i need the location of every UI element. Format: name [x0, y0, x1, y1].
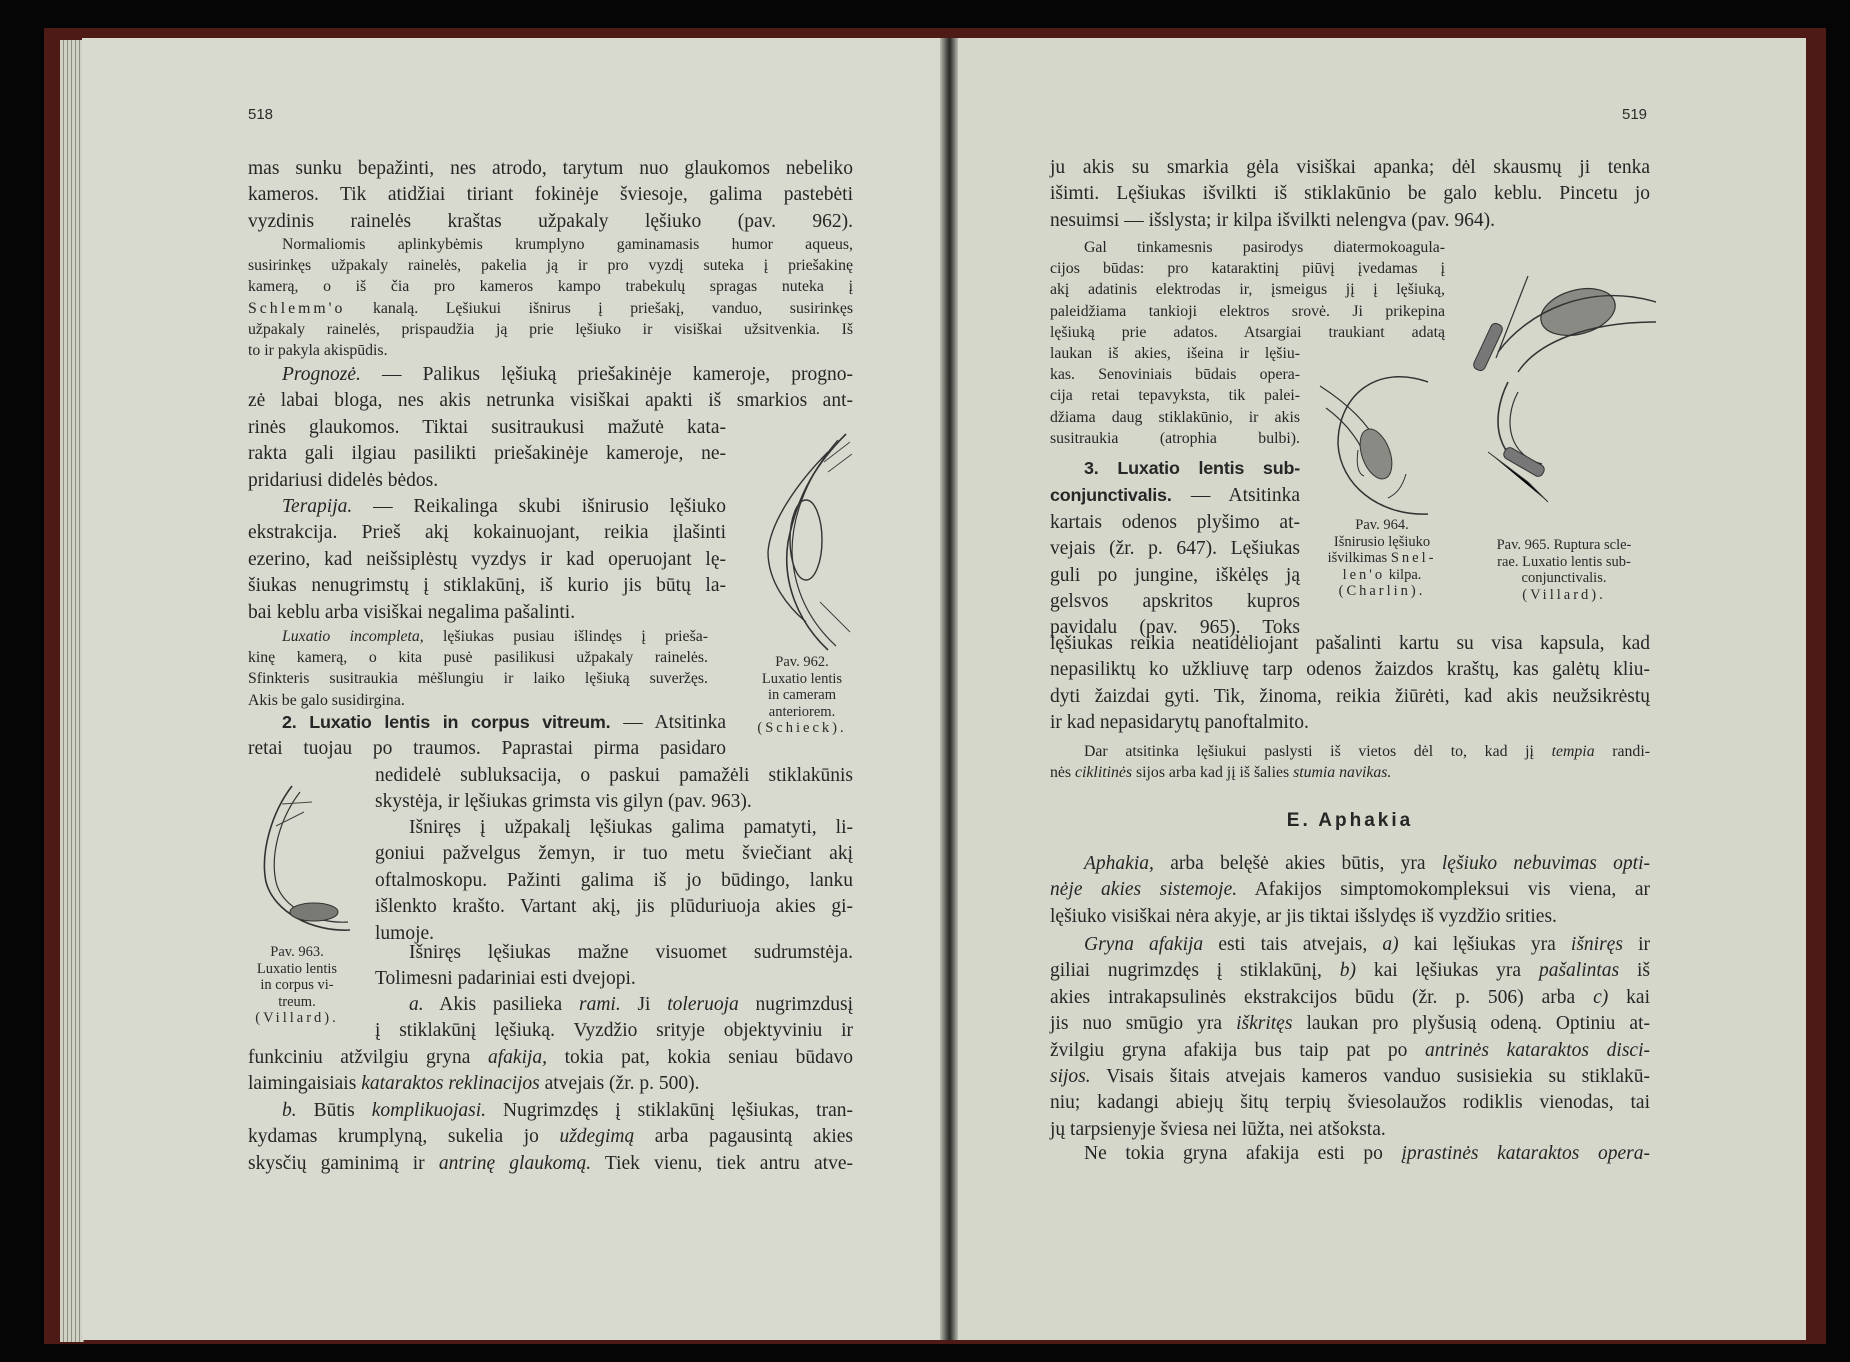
text-line — [1050, 455, 1300, 482]
caption-line: Luxatio lentis — [761, 670, 843, 687]
text-line — [1318, 534, 1446, 551]
text-span: Pav. 964. — [1355, 517, 1409, 533]
text-line: ezerino, kad neišsiplėstų vyzdys ir kad operuojant lę- — [248, 548, 726, 570]
figure-962-eye-illustration — [758, 432, 854, 652]
text-line — [248, 626, 708, 647]
page-stack-left — [60, 40, 84, 1342]
italic-text: a) — [1382, 934, 1399, 955]
text-line: Tolimesni padariniai esti dvejopi. — [375, 968, 636, 990]
text-span: kai lęšiukas yra — [1398, 934, 1571, 955]
text-line: išlenkto krašto. Vartant akį, jis plūduriuoja akies gi- — [375, 896, 853, 918]
text-line — [248, 1151, 853, 1177]
italic-text: uždegimą — [559, 1126, 635, 1148]
text-span: laukan pro plyšusią odeną. Optiniu at- — [1292, 1013, 1651, 1035]
italic-text: stumia navikas. — [1293, 764, 1392, 782]
figure-963-caption — [247, 944, 347, 1027]
text-span: atvejais (žr. p. 500). — [539, 1073, 700, 1095]
italic-text: antrinę glaukomą. — [438, 1152, 592, 1174]
text-span: kilpa. — [1385, 566, 1422, 583]
text-line: bai keblu arba visiškai negalima pašalinti. — [248, 601, 576, 623]
text-line — [1318, 517, 1446, 534]
text-line — [1050, 932, 1650, 958]
text-span: kai — [1608, 986, 1650, 1008]
text-line: lęšiukas reikia neatidėliojant pašalinti kartu su visa kapsula, kad — [1050, 633, 1650, 654]
book-spine — [940, 38, 958, 1340]
text-line: laukan iš akies, išeina ir lęšiu- — [1050, 345, 1300, 362]
text-line: susirinkęs užpakaly rainelės, pakelia ją ir pro vyzdį suteka į priešakinę — [248, 257, 853, 275]
text-line: kameros. Tik atidžiai tiriant fokinėje šviesoje, galima pastebėti — [248, 184, 853, 206]
text-line — [1050, 1141, 1650, 1167]
text-line: dyti žaizdai gyti. Tik, žinoma, reikia žiūrėti, kad akis neužsikrėstų — [1050, 685, 1650, 707]
text-span: tokia pat, kokia seniau būdavo — [547, 1047, 853, 1068]
figure-965-caption — [1466, 537, 1662, 603]
text-line — [1318, 583, 1446, 600]
text-line — [248, 1045, 853, 1071]
text-line: niu; kadangi abiejų šitų terpių šviesolaužos rodiklis vienodas, tai — [1050, 1092, 1650, 1114]
italic-text: pašalintas — [1538, 960, 1620, 982]
text-span: akies intrakapsulinės ekstrakcijos būdu (žr. p. 506) arba — [1050, 986, 1594, 1008]
text-line: užpakaly rainelės, prispaudžia ją prie lęšiuko ir visiškai užsitvenkia. Iš — [248, 320, 853, 338]
italic-text: ciklitinės — [1075, 764, 1133, 782]
text-line: ekstrakcija. Prieš akį kokainuojant, reikia įlašinti — [248, 522, 726, 544]
text-span: Ne tokia gryna afakija esti po — [1084, 1143, 1402, 1164]
text-line — [1466, 587, 1662, 604]
paragraph — [1050, 1141, 1650, 1167]
text-span: Ji — [620, 994, 668, 1015]
text-line — [248, 1098, 853, 1124]
paragraph-prognoze-cont — [248, 415, 726, 494]
paragraph-prognoze — [248, 362, 853, 415]
text-span: Nugrimzdęs į stiklakūnį lęšiukas, tran- — [486, 1100, 853, 1121]
paragraph — [1050, 155, 1650, 234]
text-span: sijos arba kad jį iš šalies — [1132, 764, 1294, 782]
text-line — [248, 494, 726, 520]
text-span: iš — [1619, 960, 1650, 982]
text-span: žvilgiu gryna afakija bus taip pat po — [1050, 1039, 1426, 1061]
text-line: vejais (žr. p. 647). Lęšiukas — [1050, 538, 1300, 560]
text-span: Visais šitais atvejais kameros vanduo susisiekia su stiklakū- — [1090, 1066, 1650, 1088]
text-line: akį adatinis elektrodas ir, įsmeigus jį į lęšiuką, — [1050, 281, 1445, 299]
text-line — [248, 709, 726, 736]
text-span: giliai nugrimzdęs į stiklakūnį, — [1050, 960, 1340, 982]
text-span: Būtis — [296, 1100, 372, 1121]
text-line — [1466, 570, 1662, 587]
text-line: ir kad nepasidarytų panoftalmito. — [1050, 712, 1309, 734]
italic-text: išniręs — [1570, 934, 1623, 955]
text-line — [248, 362, 853, 388]
text-line: kartais odenos plyšimo at- — [1050, 511, 1300, 533]
text-line: skystėja, ir lęšiukas grimsta vis gilyn (pav. 963). — [375, 791, 752, 813]
text-line: gelsvos apskritos kupros — [1050, 591, 1300, 613]
figure-965-eye-illustration — [1468, 272, 1658, 504]
text-line: rinės glaukomos. Tiktai susitraukusi mažutė kata- — [248, 417, 726, 438]
text-span: Akis pasilieka — [423, 994, 579, 1015]
text-line: Išniręs į užpakalį lęšiukas galima pamatyti, li- — [409, 817, 853, 838]
small-paragraph — [1050, 741, 1650, 783]
text-span: ir — [1622, 934, 1651, 955]
text-span: randi- — [1594, 743, 1650, 760]
paragraph-terapija — [248, 494, 726, 626]
italic-text: antrinės kataraktos disci- — [1425, 1039, 1650, 1061]
italic-text: Prognozė. — [282, 364, 361, 385]
text-line: lumoje. — [375, 922, 435, 944]
italic-text: iškritęs — [1236, 1013, 1293, 1035]
text-line: šiukas nenugrimstų į stiklakūnį, iš kurio jis būtų la- — [248, 575, 726, 597]
paragraph-a-cont — [248, 1045, 853, 1098]
text-span: kydamas krumplyną, sukelia jo — [248, 1126, 560, 1148]
text-span: esti tais atvejais, — [1203, 934, 1383, 955]
text-span: Snel- — [1390, 550, 1437, 566]
text-line: Sfinkteris susitraukia mėšlungiu ir laiko lęšiuką suveržęs. — [248, 670, 708, 688]
text-line: į stiklakūnį lęšiuką. Vyzdžio srityje objektyviniu ir — [375, 1020, 853, 1042]
text-span: Dar atsitinka lęšiukui paslysti iš vietos dėl to, kad jį — [1084, 743, 1552, 760]
section-heading-aphakia: E. Aphakia — [1286, 810, 1414, 831]
paragraph — [375, 763, 853, 816]
section-heading-luxatio-subconjunctivalis — [1050, 455, 1300, 642]
text-line — [1050, 762, 1650, 783]
italic-text: nėje akies sistemoje. — [1050, 879, 1238, 901]
italic-text: toleruoja — [667, 994, 739, 1015]
text-line — [248, 1071, 853, 1097]
paragraph-a — [375, 992, 853, 1045]
text-span: Schlemm'o — [248, 299, 346, 317]
caption-line: treum. — [278, 993, 316, 1010]
text-line: pridariusi didelės bėdos. — [248, 469, 439, 491]
text-span: lęšiukas pusiau išlindęs į prieša- — [423, 628, 708, 645]
italic-text: b) — [1339, 960, 1356, 982]
text-span: išvilkimas — [1327, 550, 1391, 566]
text-span: rae. Luxatio lentis sub- — [1497, 553, 1631, 570]
text-line: vyzdinis rainelės kraštas užpakaly lęšiuko (pav. 962). — [248, 210, 853, 232]
caption-line: Luxatio lentis — [256, 960, 338, 977]
section-heading-luxatio-corpus-vitreum — [248, 709, 726, 763]
small-paragraph-luxatio-incompleta — [248, 626, 708, 711]
text-line: džiama daug stiklakūnio, ir akis — [1050, 408, 1300, 426]
text-line: Akis be galo susidirgina. — [248, 691, 405, 709]
italic-text: kataraktos reklinacijos — [361, 1073, 540, 1095]
text-line: pavidalu (pav. 965). Toks — [1050, 617, 1300, 639]
figure-964-caption — [1318, 517, 1446, 600]
text-line — [1050, 877, 1650, 903]
text-span: conjunctivalis. — [1521, 570, 1607, 586]
page-number-right: 519 — [1622, 106, 1648, 123]
text-line: nesuimsi — išslysta; ir kilpa išvilkti nelengva (pav. 964). — [1050, 209, 1496, 231]
paragraph — [248, 156, 853, 235]
text-line — [1318, 567, 1446, 584]
caption-line: (Schieck). — [757, 720, 847, 736]
text-span: kanalą. Lęšiukui išnirus į priešakį, vanduo, susirinkęs — [345, 299, 853, 317]
text-line: cijos būdas: pro kataraktinį piūvį įvedamas į — [1050, 260, 1445, 278]
text-span: Išnirusio lęšiuko — [1333, 533, 1431, 550]
caption-line: in cameram — [767, 687, 837, 703]
text-line: retai tuojau po traumos. Paprastai pirma pasidaro — [248, 738, 726, 760]
text-span: Afakijos simptomokompleksui vis viena, ar — [1237, 879, 1650, 901]
text-line: jų tarpsienyje šviesa nei lūžta, nei atšoksta. — [1050, 1118, 1386, 1140]
text-line: susitraukia (atrophia bulbi). — [1050, 429, 1300, 447]
text-line: Gal tinkamesnis pasirodys diatermokoagula- — [1084, 239, 1445, 256]
page-number-left: 518 — [248, 106, 274, 123]
paragraph — [375, 815, 853, 947]
text-line — [1050, 1064, 1650, 1090]
text-line: išimti. Lęšiukas išvilkti iš stiklakūnio be galo keblu. Pincetu jo — [1050, 183, 1650, 205]
bold-heading-text: 3. Luxatio lentis sub- — [1084, 458, 1300, 478]
text-line: lęšiuką prie adatos. Atsargiai traukiant adatą — [1050, 323, 1445, 341]
text-line — [1050, 482, 1300, 509]
text-line: lęšiuko visiškai nėra akyje, ar jis tiktai išslydęs iš vyzdžio srities. — [1050, 905, 1557, 927]
text-line: guli po jungine, iškėlęs ją — [1050, 564, 1300, 586]
text-line: Normaliomis aplinkybėmis krumplyno gaminamasis humor aqueus, — [282, 236, 853, 253]
text-span: — Atsitinka — [610, 712, 726, 733]
text-span: funkciniu atžvilgiu gryna — [248, 1047, 488, 1068]
text-span: arba pagausintą akies — [634, 1126, 853, 1148]
text-line: kinę kamerą, o kita pusė pasilikusi užpakaly rainelės. — [248, 649, 708, 667]
paragraph-gryna-afakija — [1050, 932, 1650, 1143]
text-span: arba belęšė akies būtis, yra — [1153, 853, 1442, 874]
text-line: to ir pakyla akispūdis. — [248, 342, 388, 360]
caption-line: anteriorem. — [768, 703, 836, 720]
text-line: mas sunku bepažinti, nes atrodo, tarytum nuo glaukomos nebeliko — [248, 158, 853, 179]
paragraph-aphakia — [1050, 851, 1650, 930]
italic-text: Gryna afakija — [1084, 934, 1204, 955]
italic-text: sijos. — [1050, 1066, 1091, 1088]
text-line — [1050, 741, 1650, 762]
text-line — [375, 992, 853, 1018]
text-line: cija retai tepavyksta, tik palei- — [1050, 387, 1300, 405]
text-span: Pav. 965. Ruptura scle- — [1496, 537, 1632, 553]
text-line: nepasiliktų ko užkliuvę tarp odenos žaizdos kraštų, kas galėtų kliu- — [1050, 659, 1650, 681]
text-span: — Palikus lęšiuką priešakinėje kameroje, progno- — [360, 364, 853, 385]
text-span: (Villard). — [1522, 586, 1606, 603]
paragraph-b — [248, 1098, 853, 1177]
text-span: — Reikalinga skubi išnirusio lęšiuko — [352, 496, 726, 517]
text-span: kai lęšiukas yra — [1355, 960, 1539, 982]
text-line: rakta gali ilgiau pasilikti priešakinėje kameroje, ne- — [248, 443, 726, 465]
italic-text: Aphakia, — [1084, 853, 1154, 874]
italic-text: c) — [1593, 986, 1609, 1008]
italic-text: a. — [409, 994, 424, 1015]
text-line: goniui pažvelgus žemyn, ir tuo metu šviečiant akį — [375, 843, 853, 865]
italic-text: afakija, — [488, 1047, 548, 1068]
italic-text: Luxatio incompleta, — [282, 628, 424, 645]
text-line: Išniręs lęšiukas mažne visuomet sudrumstėja. — [409, 942, 853, 963]
text-line — [1318, 550, 1446, 567]
italic-text: rami. — [578, 994, 621, 1015]
text-line: zė labai bloga, nes akis netrunka visiškai apakti iš smarkios ant- — [248, 390, 853, 412]
small-paragraph-diatermokoagulacija — [1050, 237, 1445, 343]
text-line: ju akis su smarkia gėla visiškai apanka; dėl skausmų ji tenka — [1050, 157, 1650, 178]
caption-line: Pav. 963. — [270, 944, 324, 960]
italic-text: komplikuojasi. — [371, 1100, 487, 1121]
caption-line: in corpus vi- — [260, 977, 334, 993]
text-line — [248, 298, 853, 319]
text-span: nės — [1050, 764, 1076, 782]
text-line — [248, 1124, 853, 1150]
text-line: kamerą, o iš čia pro kameros kampo trabekulų spragas nuteka į — [248, 278, 853, 296]
text-span: nugrimzdusį — [738, 994, 853, 1015]
caption-line: (Villard). — [255, 1010, 339, 1026]
paragraph — [375, 940, 853, 993]
figure-964-eye-illustration — [1318, 364, 1438, 524]
text-span: — Atsitinka — [1171, 485, 1300, 507]
figure-963-eye-illustration — [252, 782, 352, 934]
italic-text: b. — [282, 1100, 297, 1121]
text-span: Tiek vienu, tiek antru atve- — [591, 1152, 853, 1174]
bold-heading-text: conjunctivalis. — [1050, 485, 1172, 506]
text-line: oftalmoskopu. Pažinti galima iš jo būdingo, lanku — [375, 869, 853, 891]
caption-line: Pav. 962. — [775, 654, 829, 670]
text-line: kas. Senoviniais būdais opera- — [1050, 366, 1300, 384]
text-line — [1050, 985, 1650, 1011]
text-line — [1050, 1038, 1650, 1064]
text-span: skysčių gaminimą ir — [248, 1152, 439, 1174]
text-span: len'o — [1342, 566, 1386, 583]
italic-text: tempia — [1551, 743, 1595, 760]
text-line: paleidžiama tankioji elektros srovė. Ji prikepina — [1050, 302, 1445, 320]
italic-text: Terapija. — [282, 496, 353, 517]
figure-962-caption — [747, 654, 857, 737]
text-span: (Charlin). — [1338, 583, 1426, 599]
small-paragraph-cont — [1050, 343, 1300, 449]
text-line: nedidelė subluksacija, o paskui pamažėli stiklakūnis — [375, 765, 853, 786]
italic-text: įprastinės kataraktos opera- — [1401, 1143, 1651, 1164]
bold-heading-text: 2. Luxatio lentis in corpus vitreum. — [282, 712, 611, 732]
text-span: jis nuo smūgio yra — [1050, 1013, 1237, 1035]
small-paragraph — [248, 234, 853, 361]
text-line — [1466, 537, 1662, 554]
paragraph — [1050, 631, 1650, 737]
text-line — [1050, 1011, 1650, 1037]
italic-text: lęšiuko nebuvimas opti- — [1441, 853, 1650, 874]
text-line — [1466, 554, 1662, 571]
text-span: laimingaisiais — [248, 1073, 362, 1095]
text-line — [1050, 851, 1650, 877]
text-line — [1050, 958, 1650, 984]
